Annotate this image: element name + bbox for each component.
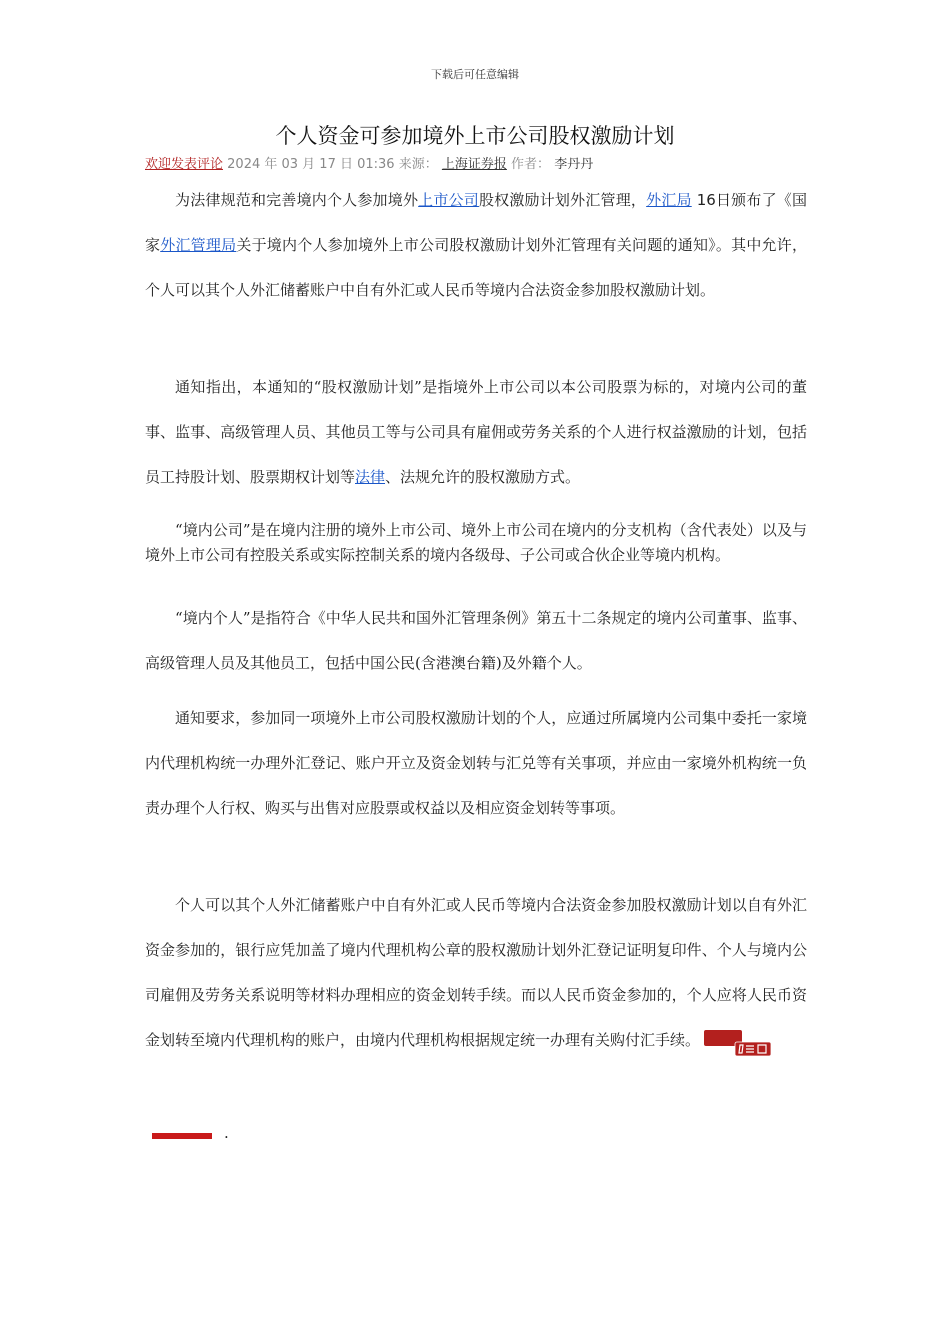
publish-date: 2024 年 03 月 17 日 01:36: [227, 157, 395, 172]
footer-dot: .: [224, 1124, 229, 1142]
paragraph-6: [145, 883, 807, 1063]
source-logo-icon: [704, 1030, 742, 1046]
author-label: 作者：: [511, 157, 551, 172]
forex-bureau-link[interactable]: 外汇局: [646, 191, 692, 209]
p1-day-number: 16: [696, 191, 716, 209]
footer-red-bar: [152, 1133, 212, 1139]
p2-text-2: 、法规允许的股权激励方式。: [385, 468, 581, 486]
paragraph-2: [145, 365, 807, 500]
paragraph-4: “境内个人”是指符合《中华人民共和国外汇管理条例》第五十二条规定的境内公司董事、监事、高级管理人员及其他员工，包括中国公民(含港澳台籍)及外籍个人。: [145, 609, 807, 672]
p1-text-3: 日颁布了《国家: [145, 191, 807, 254]
paragraph-1: [145, 178, 807, 313]
p1-text-2: 股权激励计划外汇管理，: [478, 191, 647, 209]
paragraph-3: “境内公司”是在境内注册的境外上市公司、境外上市公司在境内的分支机构（含代表处）以及与境外上市公司有控股关系或实际控制关系的境内各级母、子公司或合伙企业等境内机构。: [145, 521, 807, 564]
comment-link[interactable]: 欢迎发表评论: [145, 157, 224, 172]
p2-text-1: 通知指出，本通知的“股权激励计划”是指境外上市公司以本公司股票为标的，对境内公司的董事、监事、高级管理人员、其他员工等与公司具有雇佣或劳务关系的个人进行权益激励的计划，包括员工持股计划、股票期权计划等: [145, 378, 807, 486]
law-link[interactable]: 法律: [355, 468, 386, 486]
source-label: 来源：: [398, 157, 438, 172]
paragraph-5: 通知要求，参加同一项境外上市公司股权激励计划的个人，应通过所属境内公司集中委托一家境内代理机构统一办理外汇登记、账户开立及资金划转与汇兑等有关事项，并应由一家境外机构统一负责办理个人行权、购买与出售对应股票或权益以及相应资金划转等事项。: [145, 709, 807, 817]
listed-company-link[interactable]: 上市公司: [418, 191, 479, 209]
source-link[interactable]: 上海证券报: [441, 157, 507, 172]
p6-text: 个人可以其个人外汇储蓄账户中自有外汇或人民币等境内合法资金参加股权激励计划以自有外汇资金参加的，银行应凭加盖了境内代理机构公章的股权激励计划外汇登记证明复印件、个人与境内公司雇佣及劳务关系说明等材料办理相应的资金划转手续。而以人民币资金参加的，个人应将人民币资金划转至境内代理机构的账户，由境内代理机构根据规定统一办理有关购付汇手续。: [145, 896, 807, 1049]
article-title: 个人资金可参加境外上市公司股权激励计划: [275, 124, 675, 148]
author-name: 李丹丹: [554, 157, 594, 172]
article-meta: [145, 153, 593, 172]
p1-text-4: 关于境内个人参加境外上市公司股权激励计划外汇管理有关问题的通知》。其中允许，个人可以其个人外汇储蓄账户中自有外汇或人民币等境内合法资金参加股权激励计划。: [145, 236, 807, 299]
safe-link[interactable]: 外汇管理局: [160, 236, 237, 254]
download-note: 下载后可任意编辑: [431, 68, 519, 81]
p1-text-1: 为法律规范和完善境内个人参加境外: [175, 191, 419, 209]
